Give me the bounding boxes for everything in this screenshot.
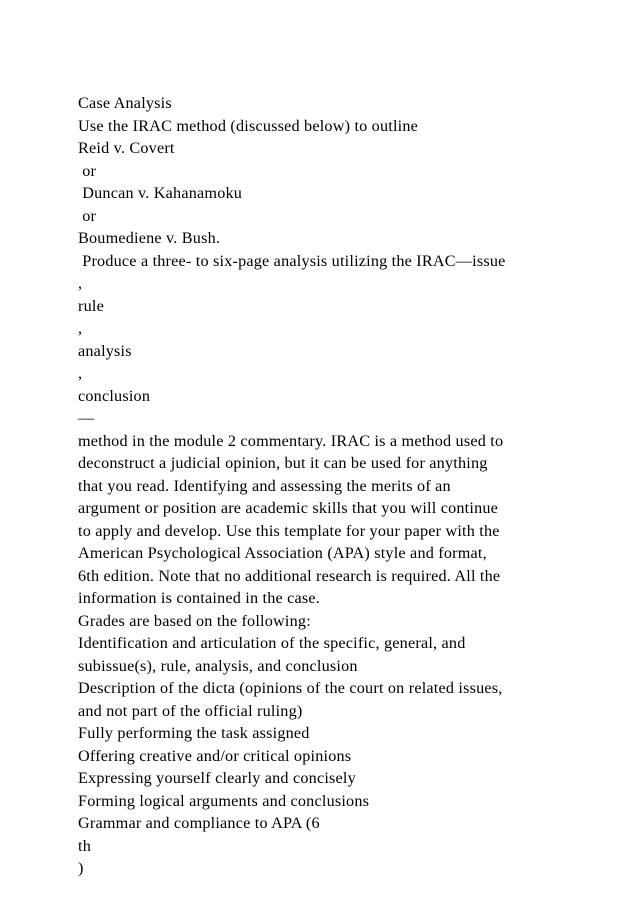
case-name-duncan-v-kahanamoku: Duncan v. Kahanamoku xyxy=(78,184,243,202)
text-line: information is contained in the case. xyxy=(78,589,321,607)
text-line: conclusion xyxy=(78,386,151,405)
text-line: deconstruct a judicial opinion, but it can be used for anything xyxy=(78,454,488,472)
text-line: to apply and develop. Use this template for your paper with the xyxy=(78,521,500,540)
text-line: that you read. Identifying and assessing the merits of an xyxy=(78,476,451,495)
text-line: rule xyxy=(78,296,104,315)
document-body xyxy=(78,92,598,880)
text-line: — xyxy=(78,409,95,427)
grading-criterion: Description of the dicta (opinions of the court on related issues, xyxy=(78,679,503,697)
text-line: , xyxy=(78,319,83,337)
text-line: argument or position are academic skills that you will continue xyxy=(78,499,499,517)
text-line: or xyxy=(78,161,97,180)
text-line: or xyxy=(78,206,97,225)
grading-criterion: Expressing yourself clearly and concisely xyxy=(78,769,356,787)
text-line: , xyxy=(78,274,83,292)
grading-criterion: Forming logical arguments and conclusions xyxy=(78,791,370,810)
grading-criterion: Grammar and compliance to APA (6 xyxy=(78,814,320,832)
grading-criterion: subissue(s), rule, analysis, and conclusion xyxy=(78,656,358,675)
text-line: method in the module 2 commentary. IRAC is a method used to xyxy=(78,431,504,450)
text-line: analysis xyxy=(78,341,132,360)
text-line: 6th edition. Note that no additional research is required. All the xyxy=(78,566,501,585)
grading-criterion: Fully performing the task assigned xyxy=(78,724,310,742)
text-line: th xyxy=(78,836,91,855)
text-line: Use the IRAC method (discussed below) to outline xyxy=(78,116,419,135)
grading-criterion: and not part of the official ruling) xyxy=(78,701,303,720)
case-name-reid-v-covert: Reid v. Covert xyxy=(78,139,175,157)
text-line: American Psychological Association (APA) style and format, xyxy=(78,544,487,562)
text-line: , xyxy=(78,364,83,382)
text-line: Produce a three- to six-page analysis utilizing the IRAC—issue xyxy=(78,251,506,270)
grading-criterion: Offering creative and/or critical opinions xyxy=(78,746,352,765)
case-name-boumediene-v-bush: Boumediene v. Bush. xyxy=(78,229,221,247)
text-line: ) xyxy=(78,859,84,877)
grading-heading: Grades are based on the following: xyxy=(78,611,311,630)
grading-criterion: Identification and articulation of the specific, general, and xyxy=(78,634,466,652)
document-title: Case Analysis xyxy=(78,94,172,112)
